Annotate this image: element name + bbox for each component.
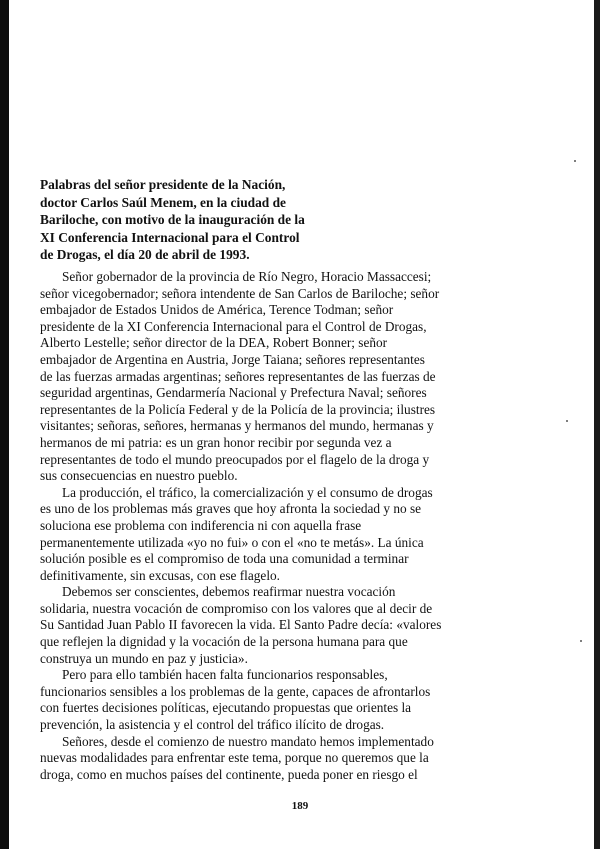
scan-speck xyxy=(574,160,576,162)
scan-speck xyxy=(566,420,568,422)
body-line: visitantes; señoras, señores, hermanas y hermanos del mundo, hermanas y xyxy=(40,418,434,434)
body-line: La producción, el tráfico, la comercialización y el consumo de drogas xyxy=(62,484,433,500)
body-line: Pero para ello también hacen falta funcionarios responsables, xyxy=(62,667,388,683)
scan-speck xyxy=(580,640,582,642)
body-line: Su Santidad Juan Pablo II favorecen la vida. El Santo Padre decía: «valores xyxy=(40,617,442,633)
body-line: sus consecuencias en nuestro pueblo. xyxy=(40,468,238,484)
page-number: 189 xyxy=(291,800,309,812)
body-line: prevención, la asistencia y el control del tráfico ilícito de drogas. xyxy=(40,717,385,733)
title-line: Bariloche, con motivo de la inauguración de la xyxy=(40,212,305,227)
body-line: señor vicegobernador; señora intendente de San Carlos de Bariloche; señor xyxy=(40,285,440,301)
scan-border-left xyxy=(0,0,9,849)
body-line: soluciona ese problema con indiferencia ni con aquella frase xyxy=(40,517,362,533)
body-line: es uno de los problemas más graves que hoy afronta la sociedad y no se xyxy=(40,501,422,517)
title-line: XI Conferencia Internacional para el Control xyxy=(40,229,300,245)
body-line: Señor gobernador de la provincia de Río Negro, Horacio Massaccesi; xyxy=(62,269,432,284)
scan-border-right xyxy=(594,0,600,849)
body-line: embajador de Estados Unidos de América, Terence Todman; señor xyxy=(40,302,394,318)
body-line: con fuertes decisiones políticas, ejecutando propuestas que orientes la xyxy=(40,700,412,716)
body-line: seguridad argentinas, Gendarmería Nacional y Prefectura Naval; señores xyxy=(40,385,427,401)
body-line: que reflejen la dignidad y la vocación de la persona humana para que xyxy=(40,634,408,650)
speech-body xyxy=(40,269,460,783)
body-line: nuevas modalidades para enfrentar este tema, porque no queremos que la xyxy=(40,750,429,766)
body-line: hermanos de mi patria: es un gran honor recibir por segunda vez a xyxy=(40,434,392,450)
body-line: Debemos ser conscientes, debemos reafirmar nuestra vocación xyxy=(62,584,396,600)
title-line: doctor Carlos Saúl Menem, en la ciudad de xyxy=(40,194,286,210)
body-line: solidaria, nuestra vocación de compromiso con los valores que al decir de xyxy=(40,600,433,616)
body-line: presidente de la XI Conferencia Internacional para el Control de Drogas, xyxy=(40,318,427,334)
body-line: permanentemente utilizada «yo no fui» o con el «no te metás». La única xyxy=(40,534,424,550)
title-line: de Drogas, el día 20 de abril de 1993. xyxy=(40,247,250,262)
speech-title xyxy=(40,176,340,264)
body-line: representantes de todo el mundo preocupados por el flagelo de la droga y xyxy=(40,451,430,467)
body-line: definitivamente, sin excusas, con ese flagelo. xyxy=(40,567,280,583)
body-line: representantes de la Policía Federal y de la Policía de la provincia; ilustres xyxy=(40,401,436,417)
body-line: de las fuerzas armadas argentinas; señores representantes de las fuerzas de xyxy=(40,368,436,384)
body-line: Alberto Lestelle; señor director de la DEA, Robert Bonner; señor xyxy=(40,335,388,351)
title-line: Palabras del señor presidente de la Nación, xyxy=(40,177,286,192)
body-line: solución posible es el compromiso de toda una comunidad a terminar xyxy=(40,551,409,567)
body-line: construya un mundo en paz y justicia». xyxy=(40,650,248,666)
body-line: droga, como en muchos países del continente, pueda poner en riesgo el xyxy=(40,766,418,782)
body-line: embajador de Argentina en Austria, Jorge Taiana; señores representantes xyxy=(40,351,425,367)
body-line: Señores, desde el comienzo de nuestro mandato hemos implementado xyxy=(62,733,434,749)
body-line: funcionarios sensibles a los problemas de la gente, capaces de afrontarlos xyxy=(40,683,431,699)
